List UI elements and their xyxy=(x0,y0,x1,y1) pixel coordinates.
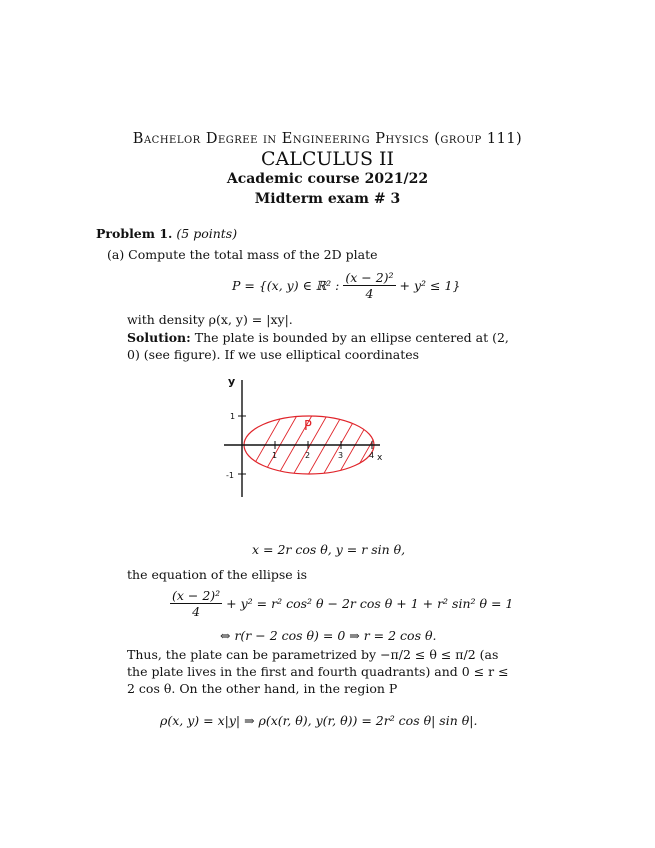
plate-set-equation xyxy=(232,270,460,301)
set-fraction xyxy=(343,270,395,301)
problem-title: Problem 1. xyxy=(96,226,173,241)
set-lhs: P = {(x, y) ∈ ℝ² : xyxy=(232,278,340,293)
elliptical-coordinates: x = 2r cos θ, y = r sin θ, xyxy=(252,542,406,557)
y-axis-label: y xyxy=(228,375,236,388)
ellipse-fraction xyxy=(170,588,222,619)
x-tick-label-1: 1 xyxy=(272,451,278,460)
academic-course: Academic course 2021/22 xyxy=(226,171,429,187)
density-statement: with density ρ(x, y) = |xy|. xyxy=(127,312,293,327)
ellipse-fraction-num: (x − 2)² xyxy=(172,588,221,603)
exam-title: Midterm exam # 3 xyxy=(254,191,401,207)
problem-heading xyxy=(96,226,237,241)
ellipse-rhs: + y² = r² cos² θ − 2r cos θ + 1 + r² sin² θ = 1 xyxy=(226,596,514,611)
y-tick-label-pos: 1 xyxy=(230,412,236,421)
ellipse-figure xyxy=(214,372,404,502)
x-tick-label-2: 2 xyxy=(305,451,311,460)
solution-label: Solution: xyxy=(127,330,191,345)
part-a-prompt: (a) Compute the total mass of the 2D plate xyxy=(107,247,378,262)
x-tick-label-4: 4 xyxy=(369,451,375,460)
set-fraction-den: 4 xyxy=(365,286,374,301)
ellipse-equation xyxy=(170,588,513,619)
region-label: P xyxy=(304,419,312,434)
implication-equation: ⇔ r(r − 2 cos θ) = 0 ⇒ r = 2 cos θ. xyxy=(220,628,437,643)
x-tick-label-3: 3 xyxy=(338,451,344,460)
x-axis-label: x xyxy=(377,453,383,463)
set-fraction-num: (x − 2)² xyxy=(345,270,394,285)
density-equation: ρ(x, y) = x|y| ⇒ ρ(x(r, θ), y(r, θ)) = 2r² cos θ| sin θ|. xyxy=(160,713,478,728)
parametrization-paragraph: Thus, the plate can be parametrized by −π/2 ≤ θ ≤ π/2 (as the plate lives in the first and fourth quadrants) and 0 ≤ r ≤ 2 cos θ. On the other hand, in the region P xyxy=(127,647,509,696)
set-rhs: + y² ≤ 1} xyxy=(399,278,461,293)
y-tick-label-neg: -1 xyxy=(226,471,234,480)
course-title: CALCULUS II xyxy=(260,148,395,170)
program-title: Bachelor Degree in Engineering Physics (group 111) xyxy=(132,131,523,147)
solution-text: The plate is bounded by an ellipse centered at (2, 0) (see figure). If we use elliptical coordinates xyxy=(127,330,509,362)
problem-points: (5 points) xyxy=(176,226,238,241)
solution-paragraph xyxy=(127,329,515,363)
ellipse-fraction-den: 4 xyxy=(192,604,201,619)
ellipse-intro: the equation of the ellipse is xyxy=(127,567,308,582)
